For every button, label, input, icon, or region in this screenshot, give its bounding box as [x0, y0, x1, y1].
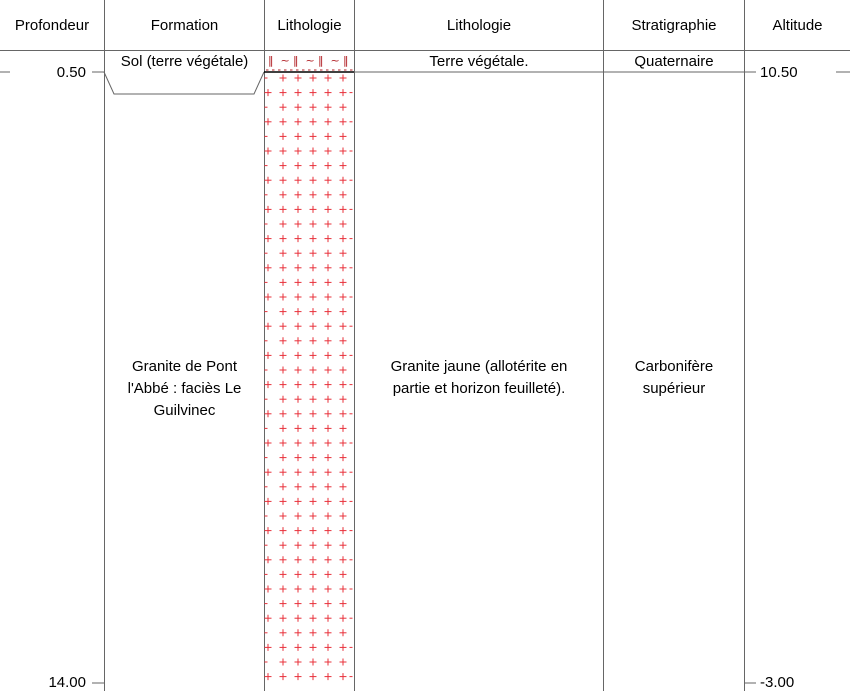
- stratigraphie-layer-2: Carbonifère supérieur: [634, 358, 714, 397]
- granite-pattern-icon: [265, 75, 353, 681]
- soil-symbol: ~: [305, 54, 315, 67]
- header-lithologie-text: Lithologie: [446, 16, 512, 34]
- formation-layer-1: Sol (terre végétale): [120, 53, 249, 70]
- depth-label: 0.50: [56, 64, 86, 81]
- soil-symbol: ‖: [318, 54, 324, 67]
- soil-symbol: ‖: [343, 54, 349, 67]
- header-stratigraphie: Stratigraphie: [631, 16, 717, 34]
- depth-label: 14.00: [48, 674, 86, 691]
- header-altitude: Altitude: [772, 16, 823, 34]
- altitude-label: -3.00: [760, 674, 795, 691]
- soil-symbol: ‖: [293, 54, 299, 67]
- header-profondeur: Profondeur: [14, 16, 90, 34]
- soil-symbol: ~: [280, 54, 290, 67]
- formation-boundary: [104, 72, 264, 94]
- formation-layer-2: Granite de Pont l'Abbé : faciès Le Guilvinec: [127, 358, 242, 419]
- header-formation: Formation: [150, 16, 219, 34]
- soil-symbol: ‖: [268, 54, 274, 67]
- soil-pattern-icon: [266, 54, 353, 70]
- lithologie-layer-1: Terre végétale.: [429, 53, 529, 70]
- altitude-label: 10.50: [760, 64, 798, 81]
- stratigraphie-layer-1: Quaternaire: [634, 53, 714, 70]
- header-lithologie-symbol: Lithologie: [277, 16, 342, 34]
- lithologie-layer-2: Granite jaune (allotérite en partie et horizon feuilleté).: [390, 358, 568, 397]
- soil-symbol: ~: [330, 54, 340, 67]
